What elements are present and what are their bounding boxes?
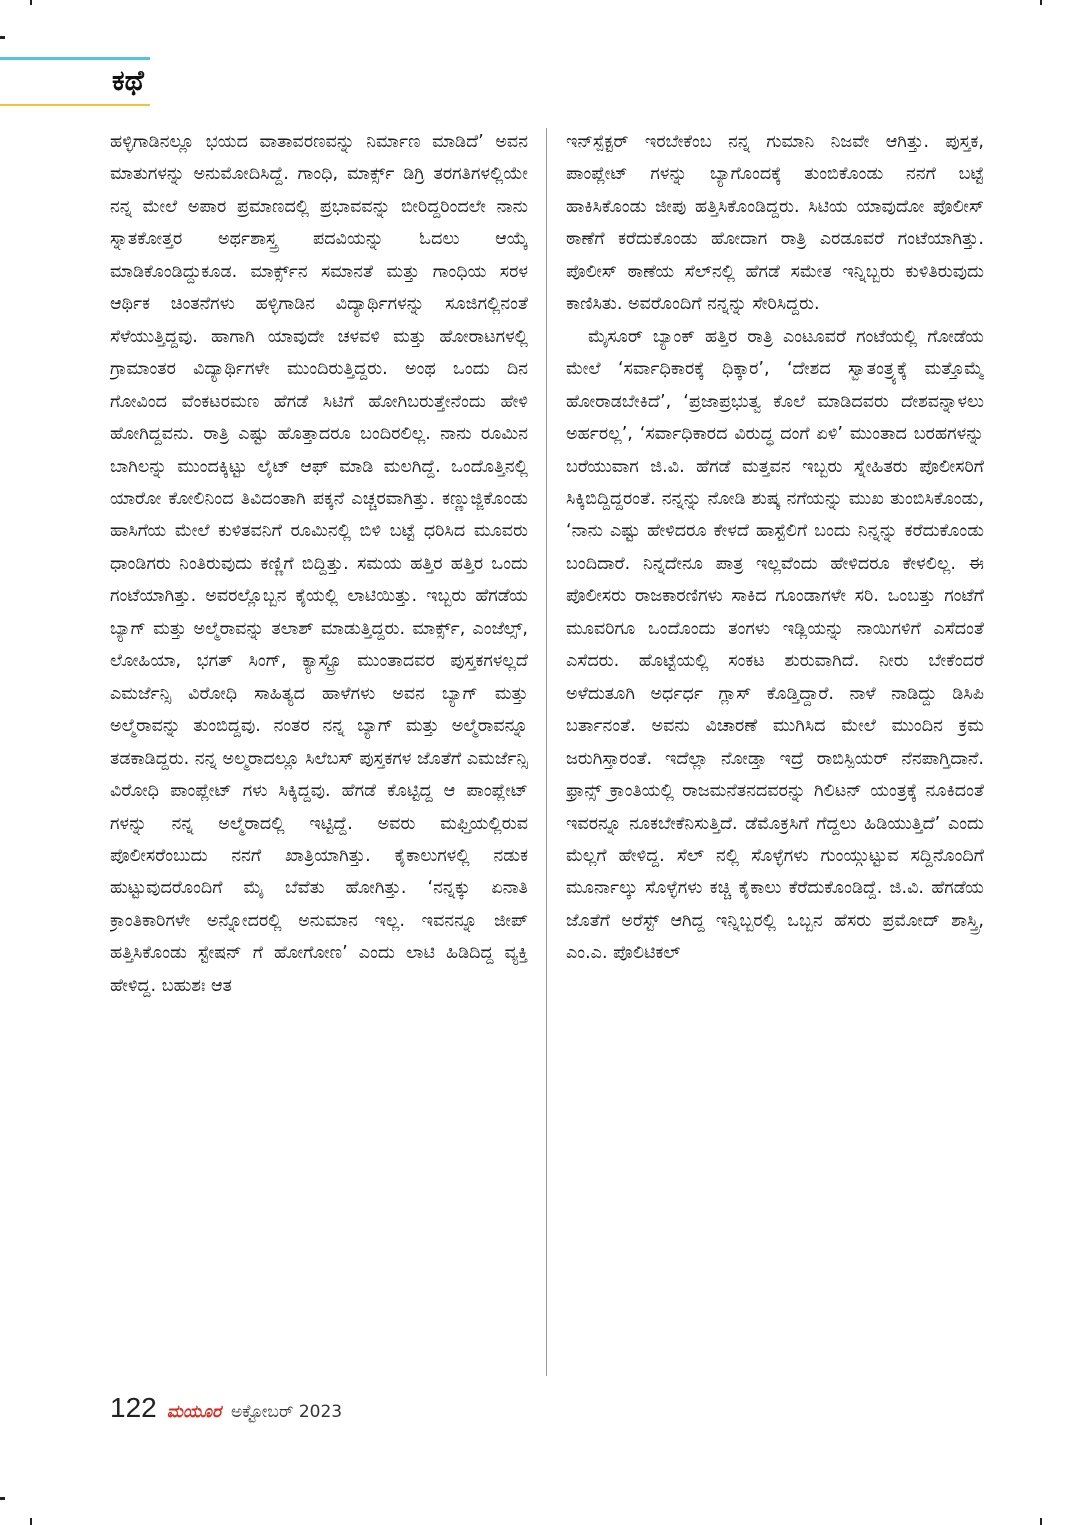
- column-divider: [546, 128, 547, 1376]
- crop-mark: [1040, 1518, 1042, 1525]
- crop-mark: [0, 36, 5, 39]
- issue-date: ಅಕ್ಟೋಬರ್ 2023: [230, 1402, 343, 1422]
- article-column-left: [110, 126, 528, 1381]
- section-title: ಕಥೆ: [112, 64, 144, 97]
- magazine-logo: ಮಯೂರ: [166, 1402, 221, 1422]
- section-rule-yellow: [0, 104, 150, 106]
- page-number: 122: [110, 1392, 157, 1423]
- page-footer: [110, 1392, 342, 1424]
- crop-mark: [30, 0, 32, 5]
- article-column-right: [566, 126, 984, 1381]
- paragraph: ಮೈಸೂರ್ ಬ್ಯಾಂಕ್ ಹತ್ತಿರ ರಾತ್ರಿ ಎಂಟೂವರೆ ಗಂಟೆಯಲ್ಲಿ ಗೋಡೆಯ ಮೇಲೆ ‘ಸರ್ವಾಧಿಕಾರಕ್ಕೆ ಧಿಕ್ಕಾರ’, ‘ದೇಶದ ಸ್ವಾತಂತ್ರ್ಯಕ್ಕೆ ಮತ್ತೊಮ್ಮೆ ಹೋರಾಡಬೇಕಿದೆ’, ‘ಪ್ರಜಾಪ್ರಭುತ್ವ ಕೊಲೆ ಮಾಡಿದವರು ದೇಶವನ್ನಾಳಲು ಅರ್ಹರಲ್ಲ’, ‘ಸರ್ವಾಧಿಕಾರದ ವಿರುದ್ಧ ದಂಗೆ ಏಳಿ’ ಮುಂತಾದ ಬರಹಗಳನ್ನು ಬರೆಯುವಾಗ ಜಿ.ವಿ. ಹೆಗಡೆ ಮತ್ತವನ ಇಬ್ಬರು ಸ್ನೇಹಿತರು ಪೊಲೀಸರಿಗೆ ಸಿಕ್ಕಿಬಿದ್ದಿದ್ದರಂತೆ. ನನ್ನನ್ನು ನೋಡಿ ಶುಷ್ಕ ನಗೆಯನ್ನು ಮುಖ ತುಂಬಿಸಿಕೊಂಡು, ‘ನಾನು ಎಷ್ಟು ಹೇಳಿದರೂ ಕೇಳದೆ ಹಾಸ್ಟೆಲಿಗೆ ಬಂದು ನಿನ್ನನ್ನು ಕರೆದುಕೊಂಡು ಬಂದಿದಾರೆ. ನಿನ್ನದೇನೂ ಪಾತ್ರ ಇಲ್ಲವೆಂದು ಹೇಳಿದರೂ ಕೇಳಲಿಲ್ಲ. ಈ ಪೊಲೀಸರು ರಾಜಕಾರಣಿಗಳು ಸಾಕಿದ ಗೂಂಡಾಗಳೇ ಸರಿ. ಒಂಬತ್ತು ಗಂಟೆಗೆ ಮೂವರಿಗೂ ಒಂದೊಂದು ತಂಗಳು ಇಡ್ಲಿಯನ್ನು ನಾಯಿಗಳಿಗೆ ಎಸೆದಂತೆ ಎಸೆದರು. ಹೊಟ್ಟೆಯಲ್ಲಿ ಸಂಕಟ ಶುರುವಾಗಿದೆ. ನೀರು ಬೇಕೆಂದರೆ ಅಳೆದುತೂಗಿ ಅರ್ಧರ್ಧ ಗ್ಲಾಸ್ ಕೊಡ್ತಿದ್ದಾರೆ. ನಾಳೆ ನಾಡಿದ್ದು ಡಿಸಿಪಿ ಬರ್ತಾನಂತೆ. ಅವನು ವಿಚಾರಣೆ ಮುಗಿಸಿದ ಮೇಲೆ ಮುಂದಿನ ಕ್ರಮ ಜರುಗಿಸ್ತಾರಂತೆ. ಇದೆಲ್ಲಾ ನೋಡ್ತಾ ಇದ್ರೆ ರಾಬಿಸ್ಪಿಯರ್ ನೆನಪಾಗ್ತಿದಾನೆ. ಫ್ರಾನ್ಸ್ ಕ್ರಾಂತಿಯಲ್ಲಿ ರಾಜಮನೆತನದವರನ್ನು ಗಿಲಿಟನ್ ಯಂತ್ರಕ್ಕೆ ನೂಕಿದಂತೆ ಇವರನ್ನೂ ನೂಕಬೇಕೆನಿಸುತ್ತಿದೆ. ಡೆಮೊಕ್ರಸಿಗೆ ಗೆದ್ದಲು ಹಿಡಿಯುತ್ತಿದೆ’ ಎಂದು ಮೆಲ್ಲಗೆ ಹೇಳಿದ್ದ. ಸೆಲ್ ನಲ್ಲಿ ಸೊಳ್ಳೆಗಳು ಗುಂಯ್ಗುಟ್ಟುವ ಸದ್ದಿನೊಂದಿಗೆ ಮೂರ್ನಾಲ್ಕು ಸೊಳ್ಳೆಗಳು ಕಚ್ಚಿ ಕೈಕಾಲು ಕೆರೆದುಕೊಂಡಿದ್ದೆ. ಜಿ.ವಿ. ಹೆಗಡೆಯ ಜೊತೆಗೆ ಅರೆಸ್ಟ್ ಆಗಿದ್ದ ಇನ್ನಿಬ್ಬರಲ್ಲಿ ಒಬ್ಬನ ಹೆಸರು ಪ್ರಮೋದ್ ಶಾಸ್ತ್ರಿ, ಎಂ.ಎ. ಪೊಲಿಟಿಕಲ್: [566, 326, 984, 964]
- crop-mark: [30, 1518, 32, 1525]
- paragraph: ಇನ್‌ಸ್ಪೆಕ್ಟರ್ ಇರಬೇಕೆಂಬ ನನ್ನ ಗುಮಾನಿ ನಿಜವೇ ಆಗಿತ್ತು. ಪುಸ್ತಕ, ಪಾಂಪ್ಲೇಟ್ ಗಳನ್ನು ಬ್ಯಾಗೊಂದಕ್ಕೆ ತುಂಬಿಕೊಂಡು ನನಗೆ ಬಟ್ಟೆ ಹಾಕಿಸಿಕೊಂಡು ಜೀಪು ಹತ್ತಿಸಿಕೊಂಡಿದ್ದರು. ಸಿಟಿಯ ಯಾವುದೋ ಪೊಲೀಸ್ ಠಾಣೆಗೆ ಕರೆದುಕೊಂಡು ಹೋದಾಗ ರಾತ್ರಿ ಎರಡೂವರೆ ಗಂಟೆಯಾಗಿತ್ತು. ಪೊಲೀಸ್ ಠಾಣೆಯ ಸೆಲ್‌ನಲ್ಲಿ ಹೆಗಡೆ ಸಮೇತ ಇನ್ನಿಬ್ಬರು ಕುಳಿತಿರುವುದು ಕಾಣಿಸಿತು. ಅವರೊಂದಿಗೆ ನನ್ನನ್ನು ಸೇರಿಸಿದ್ದರು.: [566, 132, 984, 315]
- section-rule-teal: [0, 57, 150, 60]
- paragraph: ಹಳ್ಳಿಗಾಡಿನಲ್ಲೂ ಭಯದ ವಾತಾವರಣವನ್ನು ನಿರ್ಮಾಣ ಮಾಡಿದೆ’ ಅವನ ಮಾತುಗಳನ್ನು ಅನುಮೋದಿಸಿದ್ದೆ. ಗಾಂಧಿ, ಮಾರ್ಕ್ಸ್ ಡಿಗ್ರಿ ತರಗತಿಗಳಲ್ಲಿಯೇ ನನ್ನ ಮೇಲೆ ಅಪಾರ ಪ್ರಮಾಣದಲ್ಲಿ ಪ್ರಭಾವವನ್ನು ಬೀರಿದ್ದರಿಂದಲೇ ನಾನು ಸ್ನಾತಕೋತ್ತರ ಅರ್ಥಶಾಸ್ತ್ರ ಪದವಿಯನ್ನು ಓದಲು ಆಯ್ಕೆ ಮಾಡಿಕೊಂಡಿದ್ದುಕೂಡ. ಮಾರ್ಕ್ಸ್‌ನ ಸಮಾನತೆ ಮತ್ತು ಗಾಂಧಿಯ ಸರಳ ಆರ್ಥಿಕ ಚಿಂತನೆಗಳು ಹಳ್ಳಿಗಾಡಿನ ವಿದ್ಯಾರ್ಥಿಗಳನ್ನು ಸೂಜಿಗಲ್ಲಿನಂತೆ ಸೆಳೆಯುತ್ತಿದ್ದವು. ಹಾಗಾಗಿ ಯಾವುದೇ ಚಳವಳಿ ಮತ್ತು ಹೋರಾಟಗಳಲ್ಲಿ ಗ್ರಾಮಾಂತರ ವಿದ್ಯಾರ್ಥಿಗಳೇ ಮುಂದಿರುತ್ತಿದ್ದರು. ಅಂಥ ಒಂದು ದಿನ ಗೋವಿಂದ ವೆಂಕಟರಮಣ ಹೆಗಡೆ ಸಿಟಿಗೆ ಹೋಗಿಬರುತ್ತೇನೆಂದು ಹೇಳಿ ಹೋಗಿದ್ದವನು. ರಾತ್ರಿ ಎಷ್ಟು ಹೊತ್ತಾದರೂ ಬಂದಿರಲಿಲ್ಲ. ನಾನು ರೂಮಿನ ಬಾಗಿಲನ್ನು ಮುಂದಕ್ಕಿಟ್ಟು ಲೈಟ್ ಆಫ್ ಮಾಡಿ ಮಲಗಿದ್ದೆ. ಒಂದೊತ್ತಿನಲ್ಲಿ ಯಾರೋ ಕೋಲಿನಿಂದ ತಿವಿದಂತಾಗಿ ಪಕ್ಕನೆ ಎಚ್ಚರವಾಗಿತ್ತು. ಕಣ್ಣುಜ್ಜಿಕೊಂಡು ಹಾಸಿಗೆಯ ಮೇಲೆ ಕುಳಿತವನಿಗೆ ರೂಮಿನಲ್ಲಿ ಬಿಳಿ ಬಟ್ಟೆ ಧರಿಸಿದ ಮೂವರು ಧಾಂಡಿಗರು ನಿಂತಿರುವುದು ಕಣ್ಣಿಗೆ ಬಿದ್ದಿತ್ತು. ಸಮಯ ಹತ್ತಿರ ಹತ್ತಿರ ಒಂದು ಗಂಟೆಯಾಗಿತ್ತು. ಅವರಲ್ಲೊಬ್ಬನ ಕೈಯಲ್ಲಿ ಲಾಟಿಯಿತ್ತು. ಇಬ್ಬರು ಹೆಗಡೆಯ ಬ್ಯಾಗ್ ಮತ್ತು ಅಲ್ಮೆರಾವನ್ನು ತಲಾಶ್ ಮಾಡುತ್ತಿದ್ದರು. ಮಾರ್ಕ್ಸ್, ಎಂಜೆಲ್ಸ್, ಲೋಹಿಯಾ, ಭಗತ್ ಸಿಂಗ್, ಕ್ಯಾಸ್ಟ್ರೊ ಮುಂತಾದವರ ಪುಸ್ತಕಗಳಲ್ಲದೆ ಎಮರ್ಜೆನ್ಸಿ ವಿರೋಧಿ ಸಾಹಿತ್ಯದ ಹಾಳೆಗಳು ಅವನ ಬ್ಯಾಗ್ ಮತ್ತು ಅಲ್ಮೆರಾವನ್ನು ತುಂಬಿದ್ದವು. ನಂತರ ನನ್ನ ಬ್ಯಾಗ್ ಮತ್ತು ಅಲ್ಮೆರಾವನ್ನೂ ತಡಕಾಡಿದ್ದರು. ನನ್ನ ಅಲ್ಮರಾದಲ್ಲೂ ಸಿಲೆಬಸ್ ಪುಸ್ತಕಗಳ ಜೊತೆಗೆ ಎಮರ್ಜೆನ್ಸಿ ವಿರೋಧಿ ಪಾಂಪ್ಲೇಟ್ ಗಳು ಸಿಕ್ಕಿದ್ದವು. ಹೆಗಡೆ ಕೊಟ್ಟಿದ್ದ ಆ ಪಾಂಪ್ಲೇಟ್ ಗಳನ್ನು ನನ್ನ ಅಲ್ಮೆರಾದಲ್ಲಿ ಇಟ್ಟಿದ್ದೆ. ಅವರು ಮಫ್ತಿಯಲ್ಲಿರುವ ಪೊಲೀಸರೆಂಬುದು ನನಗೆ ಖಾತ್ರಿಯಾಗಿತ್ತು. ಕೈಕಾಲುಗಳಲ್ಲಿ ನಡುಕ ಹುಟ್ಟುವುದರೊಂದಿಗೆ ಮೈ ಬೆವೆತು ಹೋಗಿತ್ತು. ‘ನನ್ನಕ್ಕು ಏನಾತಿ ಕ್ರಾಂತಿಕಾರಿಗಳೇ ಅನ್ನೋದರಲ್ಲಿ ಅನುಮಾನ ಇಲ್ಲ. ಇವನನ್ನೂ ಜೀಪ್ ಹತ್ತಿಸಿಕೊಂಡು ಸ್ಟೇಷನ್ ಗೆ ಹೋಗೋಣ’ ಎಂದು ಲಾಟಿ ಹಿಡಿದಿದ್ದ ವ್ಯಕ್ತಿ ಹೇಳಿದ್ದ. ಬಹುಶಃ ಆತ: [110, 132, 528, 996]
- crop-mark: [0, 1497, 5, 1500]
- crop-mark: [1040, 0, 1042, 5]
